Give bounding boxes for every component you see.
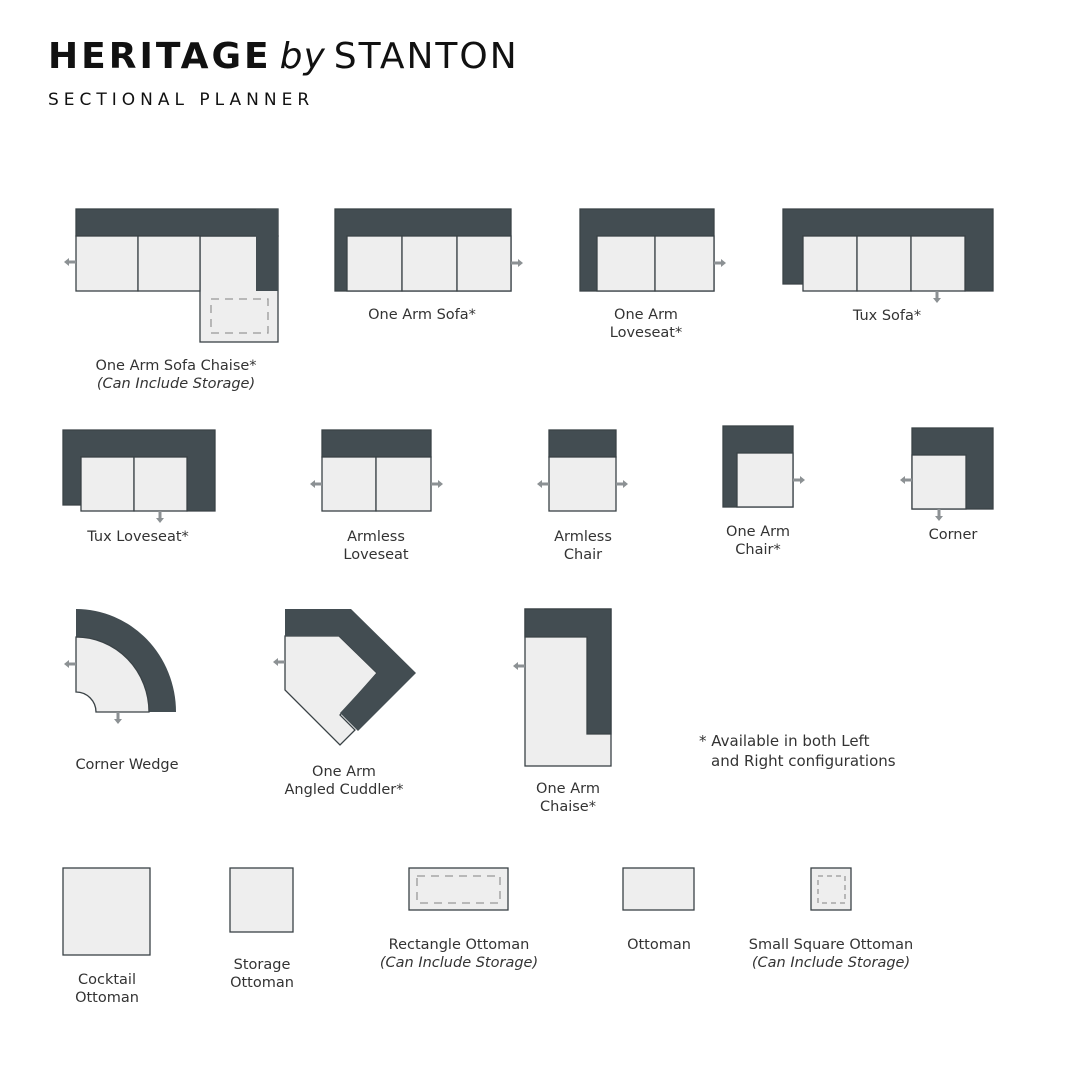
label-line: One Arm [536, 781, 600, 797]
piece-small-square-ottoman [811, 868, 851, 910]
connection-arrow-icon [793, 476, 805, 484]
label-storage-note: (Can Include Storage) [379, 955, 539, 971]
brand-stanton: STANTON [333, 36, 519, 77]
label-line: One Arm Sofa* [368, 307, 476, 323]
label-cocktail-ottoman [75, 971, 139, 1007]
label-line: Chair [563, 547, 603, 563]
connection-arrow-icon [900, 476, 912, 484]
connection-arrow-icon [935, 509, 943, 521]
connection-arrow-icon [511, 259, 523, 267]
connection-arrow-icon [616, 480, 628, 488]
label-line: Armless [554, 529, 612, 545]
label-ottoman [627, 936, 691, 954]
piece-tux-loveseat [63, 430, 215, 511]
connection-arrow-icon [273, 658, 285, 666]
label-one-arm-angled-cuddler [285, 763, 404, 799]
label-storage-note: (Can Include Storage) [751, 955, 911, 971]
label-line: Ottoman [230, 975, 294, 991]
piece-corner [912, 428, 993, 509]
label-line: Tux Loveseat* [87, 529, 189, 545]
piece-one-arm-sofa [335, 209, 511, 291]
connection-arrow-icon [64, 258, 76, 266]
brand-heritage: HERITAGE [48, 36, 272, 77]
piece-corner-wedge [76, 609, 176, 712]
page-subtitle: SECTIONAL PLANNER [48, 90, 315, 110]
label-line: Cocktail [77, 972, 136, 988]
piece-one-arm-angled-cuddler [285, 609, 416, 745]
label-line: One Arm [726, 524, 790, 540]
configuration-note [699, 731, 896, 771]
label-line: Loveseat [343, 547, 409, 563]
label-storage-note: (Can Include Storage) [96, 376, 256, 392]
piece-armless-chair [549, 430, 616, 511]
label-line: One Arm [312, 764, 376, 780]
label-line: Chair* [735, 542, 781, 558]
note-line-1: * Available in both Left [699, 732, 870, 750]
connection-arrow-icon [933, 291, 941, 303]
label-line: Tux Sofa* [852, 308, 922, 324]
label-line: Ottoman [75, 990, 139, 1006]
label-line: Ottoman [627, 937, 691, 953]
label-line: Small Square Ottoman [748, 937, 914, 953]
piece-tux-sofa [783, 209, 993, 291]
label-corner-wedge [75, 756, 178, 774]
label-corner [929, 526, 978, 544]
piece-one-arm-chair [723, 426, 793, 507]
piece-one-arm-loveseat [580, 209, 714, 291]
label-one-arm-chair [726, 523, 790, 559]
piece-cocktail-ottoman [63, 868, 150, 955]
connection-arrow-icon [431, 480, 443, 488]
connection-arrow-icon [537, 480, 549, 488]
label-line: Angled Cuddler* [284, 782, 404, 798]
piece-one-arm-sofa-chaise [76, 209, 278, 342]
label-one-arm-loveseat [610, 306, 683, 342]
label-line: Rectangle Ottoman [388, 937, 530, 953]
label-armless-chair [554, 528, 612, 564]
piece-one-arm-chaise [525, 609, 611, 766]
label-line: Chaise* [540, 799, 596, 815]
brand-by: by [279, 36, 326, 77]
connection-arrow-icon [64, 660, 76, 668]
label-line: Storage [233, 957, 291, 973]
label-line: Loveseat* [609, 325, 683, 341]
label-tux-loveseat [87, 528, 189, 546]
label-tux-sofa [853, 307, 921, 325]
connection-arrow-icon [513, 662, 525, 670]
connection-arrow-icon [114, 712, 122, 724]
label-one-arm-chaise [536, 780, 600, 816]
label-one-arm-sofa [368, 306, 476, 324]
piece-storage-ottoman [230, 868, 293, 932]
label-line: Corner [928, 527, 978, 543]
connection-arrow-icon [156, 511, 164, 523]
label-one-arm-sofa-chaise [95, 357, 256, 393]
connection-arrow-icon [310, 480, 322, 488]
label-line: Armless [347, 529, 405, 545]
label-armless-loveseat [343, 528, 408, 564]
label-small-square-ottoman [749, 936, 913, 972]
piece-ottoman [623, 868, 694, 910]
label-rectangle-ottoman [380, 936, 538, 972]
connection-arrow-icon [714, 259, 726, 267]
label-line: One Arm [614, 307, 678, 323]
label-line: One Arm Sofa Chaise* [95, 358, 257, 374]
label-storage-ottoman [230, 956, 294, 992]
piece-rectangle-ottoman [409, 868, 508, 910]
label-line: Corner Wedge [75, 757, 179, 773]
note-line-2: and Right configurations [711, 752, 896, 770]
piece-armless-loveseat [322, 430, 431, 511]
